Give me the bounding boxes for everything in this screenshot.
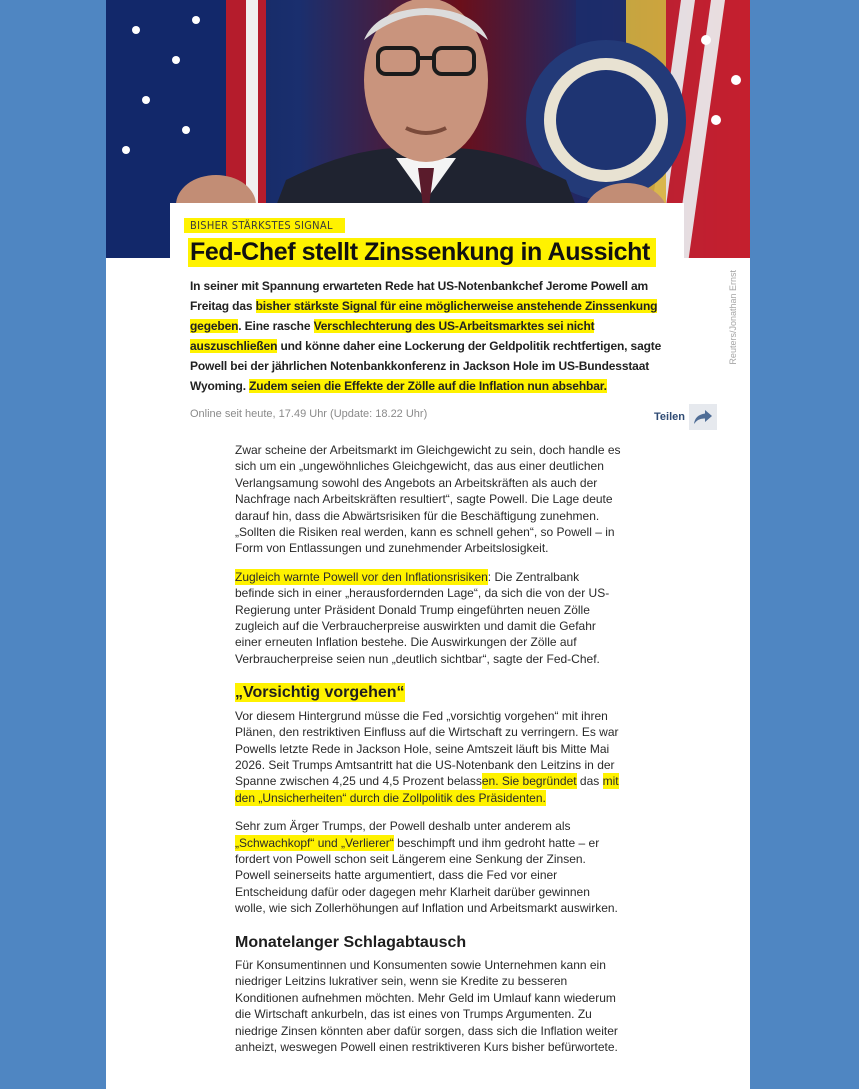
p3-highlight-2: mit den „Unsicherheiten“ durch die Zollpolitik des Präsidenten. [235, 774, 619, 805]
share-label: Teilen [654, 411, 685, 423]
p4-highlight: „Schwachkopf“ und „Verlierer“ [235, 835, 394, 850]
subheading-1 [235, 685, 621, 701]
title-text: Fed-Chef stellt Zinssenkung in Aussicht [188, 238, 656, 267]
lead-s1: In seiner mit Spannung erwarteten Rede hat US-Notenbankchef Jerome Powell am Freitag das [190, 279, 649, 313]
p2-highlight: Zugleich warnte Powell vor den Inflationsrisiken [235, 569, 488, 584]
lead-s2: . Eine rasche [238, 319, 314, 333]
p2-text: : Die Zentralbank befinde sich in einer „herausfordernden Lage“, da sich die von der US-Regierung unter Präsident Donald Trump eingeführten neuen Zölle zugleich auf die Verbraucherpreise auswirkten und damit die Gefahr einer erneuten Inflation bestehe. Die Auswirkungen der Zölle auf Verbraucherpreise seien nun „deutlich sichtbar“, sagte der Fed-Chef. [235, 569, 610, 666]
lead-highlight-1: bisher stärkste Signal für eine möglicherweise anstehende Zinssenkung gegeben [190, 299, 658, 333]
article-lead [190, 276, 670, 396]
p4-text-a: Sehr zum Ärger Trumps, der Powell deshalb unter anderem als [235, 819, 571, 834]
p4-text-b: beschimpft und ihm gedroht hatte – er fordert von Powell schon seit Längerem eine Senkung der Zinsen. Powell seinerseits hatte argumentiert, dass die Fed vor einer Entscheidung dafür oder dagegen mehr Klarheit darüber gewinnen wolle, wie sich Zollerhöhungen auf Inflation und Arbeitsmarkt auswirken. [235, 835, 618, 916]
paragraph-3 [235, 708, 621, 806]
lead-highlight-3: Zudem seien die Effekte der Zölle auf die Inflation nun absehbar. [249, 379, 607, 393]
paragraph-4 [235, 818, 621, 916]
share-icon[interactable] [689, 404, 717, 430]
paragraph-1: Zwar scheine der Arbeitsmarkt im Gleichgewicht zu sein, doch handle es sich um ein „ungewöhnliches Gleichgewicht, das aus einer deutlichen Verlangsamung sowohl des Angebots an Arbeitskräften als auch der Nachfrage nach Arbeitskräften resultiert“, sagte Powell. Die Lage deute darauf hin, dass die Abwärtsrisiken für die Beschäftigung zunehmen. „Sollten die Risiken real werden, kann es schnell gehen“, so Powell – in Form von Entlassungen und zunehmender Arbeitslosigkeit. [235, 443, 621, 556]
subheading-1-text: „Vorsichtig vorgehen“ [235, 684, 405, 702]
paragraph-2 [235, 569, 621, 667]
lead-highlight-2: Verschlechterung des US-Arbeitsmarktes sei nicht auszuschließen [190, 319, 595, 353]
paragraph-5: Für Konsumentinnen und Konsumenten sowie Unternehmen kann ein niedriger Leitzins lukrativer sein, wenn sie Kredite zu besseren Konditionen aufnehmen möchten. Mehr Geld im Umlauf kann wiederum die Wirtschaft ankurbeln, das ist eines von Trumps Argumenten. Zu niedrige Zinsen könnten aber dafür sorgen, dass sich die Inflation weiter anheizt, weswegen Powell einen restriktiveren Kurs bisher befürwortete. [235, 957, 618, 1054]
publish-timestamp: Online seit heute, 17.49 Uhr (Update: 18.22 Uhr) [190, 408, 428, 420]
subheading-2: Monatelanger Schlagabtausch [235, 933, 467, 951]
p3-highlight-1: en. Sie begründet [481, 774, 577, 789]
lead-s3: und könne daher eine Lockerung der Geldpolitik rechtfertigen, sagte Powell bei der jährlichen Notenbankkonferenz in Jackson Hole im US-Bundesstaat Wyoming. [190, 339, 662, 393]
p3-text: Vor diesem Hintergrund müsse die Fed „vorsichtig vorgehen“ mit ihren Plänen, den restriktiven Einfluss auf die Wirtschaft zu verringern. Es war Powells letzte Rede in Jackson Hole, seine Amtszeit läuft bis Mitte Mai 2026. Seit Trumps Amtsantritt hat die US-Notenbank den Leitzins in der Spanne zwischen 4,25 und 4,5 Prozent belass [235, 708, 619, 789]
share-button[interactable] [654, 404, 717, 430]
image-credit: Reuters/Jonathan Ernst [728, 270, 738, 365]
article-kicker [190, 217, 351, 234]
p3-text-b: das [576, 774, 603, 789]
kicker-text: BISHER STÄRKSTES SIGNAL [184, 218, 345, 233]
article-body [235, 442, 621, 1067]
article-title [190, 238, 656, 267]
